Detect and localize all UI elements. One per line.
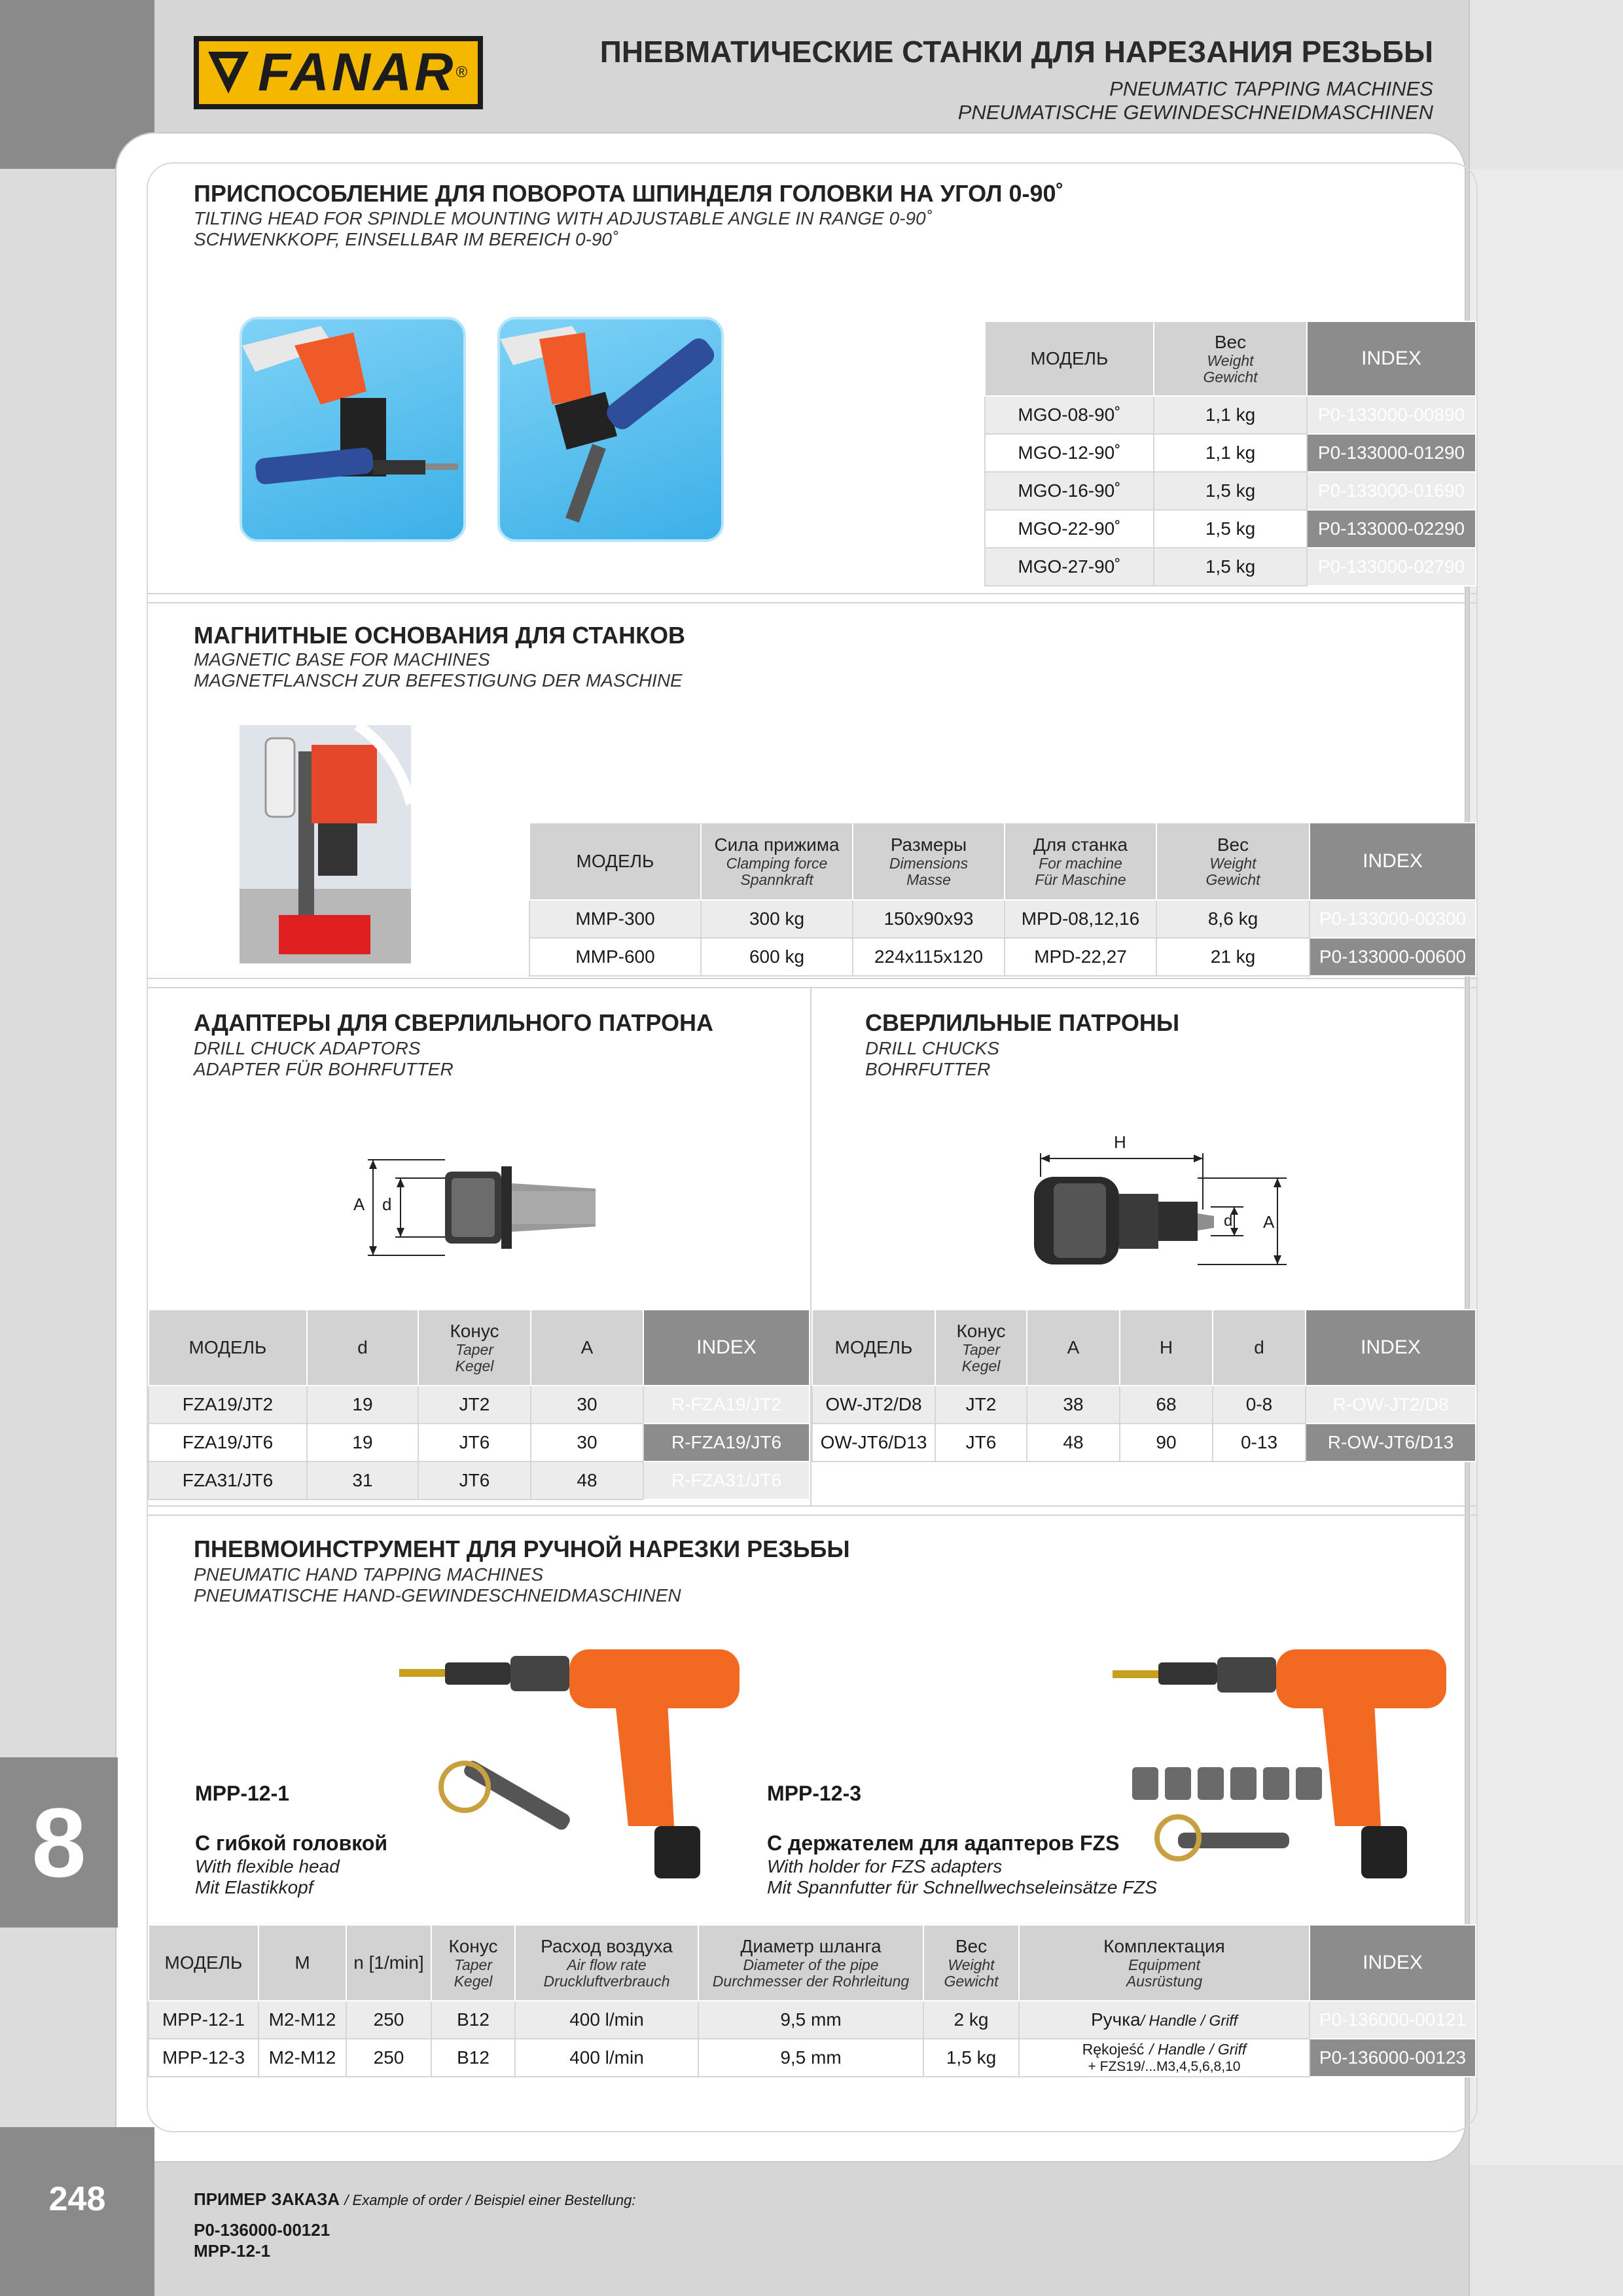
equip-ru: Комплектация xyxy=(1103,1936,1225,1956)
adaptors-title-ru: АДАПТЕРЫ ДЛЯ СВЕРЛИЛЬНОГО ПАТРОНА xyxy=(194,1009,713,1036)
taper-de: Kegel xyxy=(455,1357,494,1374)
section-tab: 8 xyxy=(0,1757,118,1928)
weight-de: Gewicht xyxy=(1203,368,1258,386)
hand-title-ru: ПНЕВМОИНСТРУМЕНТ ДЛЯ РУЧНОЙ НАРЕЗКИ РЕЗЬБЫ xyxy=(194,1535,850,1562)
col-taper xyxy=(418,1310,531,1386)
cell-equipment xyxy=(1019,2001,1310,2039)
order-title: ПРИМЕР ЗАКАЗА xyxy=(194,2189,340,2209)
table-row xyxy=(149,2001,1476,2039)
weight-ru: Вес xyxy=(1214,332,1247,352)
chucks-title-de: BOHRFUTTER xyxy=(865,1059,991,1079)
dim-h-label: H xyxy=(1114,1132,1126,1152)
cell-d: 19 xyxy=(307,1424,418,1462)
cell-d: 0-8 xyxy=(1213,1386,1306,1424)
taper-de: Kegel xyxy=(454,1973,493,1990)
divider xyxy=(148,978,1476,979)
col-machine xyxy=(1005,823,1156,900)
weight-en: Weight xyxy=(1207,352,1254,369)
dims-en: Dimensions xyxy=(889,855,969,872)
cell-h: 90 xyxy=(1120,1424,1213,1462)
prod2-code: MPP-12-3 xyxy=(767,1782,862,1805)
table-row xyxy=(985,434,1476,472)
col-index: INDEX xyxy=(1310,1925,1476,2001)
force-ru: Сила прижима xyxy=(714,834,840,855)
table-row xyxy=(985,548,1476,586)
brand-name: FANAR xyxy=(258,43,456,102)
cell-machine: MPD-08,12,16 xyxy=(1005,900,1156,938)
col-weight xyxy=(923,1925,1019,2001)
col-m: M xyxy=(259,1925,346,2001)
divider xyxy=(148,987,1476,988)
force-de: Spannkraft xyxy=(740,871,813,888)
cell-model: MGO-12-90˚ xyxy=(985,434,1154,472)
cell-m: M2-M12 xyxy=(259,2039,346,2077)
table-row xyxy=(985,396,1476,434)
prod2-en: With holder for FZS adapters xyxy=(767,1856,1003,1876)
cell-weight: 1,5 kg xyxy=(1154,548,1307,586)
magnetic-title-de: MAGNETFLANSCH ZUR BEFESTIGUNG DER MASCHINE xyxy=(194,670,683,691)
cell-index: P0-133000-00300 xyxy=(1310,900,1476,938)
cell-model: MGO-16-90˚ xyxy=(985,472,1154,510)
equip-de: Ausrüstung xyxy=(1126,1973,1203,1990)
adaptors-table xyxy=(148,1309,810,1500)
cell-model: MGO-08-90˚ xyxy=(985,396,1154,434)
order-line-1: P0-136000-00121 xyxy=(194,2220,330,2240)
dims-de: Masse xyxy=(906,871,951,888)
col-index: INDEX xyxy=(643,1310,810,1386)
table-row xyxy=(149,2039,1476,2077)
col-d: d xyxy=(1213,1310,1306,1386)
col-model: МОДЕЛЬ xyxy=(149,1925,259,2001)
taper-ru: Конус xyxy=(448,1936,498,1956)
cell-machine: MPD-22,27 xyxy=(1005,938,1156,976)
page-number: 248 xyxy=(48,2180,106,2218)
table-row xyxy=(529,900,1476,938)
cell-a: 38 xyxy=(1027,1386,1120,1424)
table-row xyxy=(985,472,1476,510)
chuck-drawing xyxy=(1027,1131,1302,1275)
v-logo-icon xyxy=(199,41,258,104)
tilting-photo-2 xyxy=(497,317,724,542)
dim-a-label: A xyxy=(353,1194,365,1214)
cell-model: FZA19/JT6 xyxy=(149,1424,307,1462)
cell-d: 0-13 xyxy=(1213,1424,1306,1462)
chucks-title-en: DRILL CHUCKS xyxy=(865,1038,999,1058)
cell-taper: B12 xyxy=(431,2039,515,2077)
cell-taper: JT2 xyxy=(418,1386,531,1424)
table-row xyxy=(149,1424,810,1462)
adaptors-title-de: ADAPTER FÜR BOHRFUTTER xyxy=(194,1059,454,1079)
cell-a: 48 xyxy=(1027,1424,1120,1462)
col-model: МОДЕЛЬ xyxy=(812,1310,935,1386)
adaptor-drawing xyxy=(353,1152,615,1263)
table-row xyxy=(985,510,1476,548)
cell-dims: 224x115x120 xyxy=(853,938,1005,976)
order-example xyxy=(194,2189,635,2210)
magnetic-title-ru: МАГНИТНЫЕ ОСНОВАНИЯ ДЛЯ СТАНКОВ xyxy=(194,622,686,649)
machine-de: Für Maschine xyxy=(1035,871,1126,888)
air-en: Air flow rate xyxy=(567,1956,647,1973)
divider xyxy=(148,1505,1476,1507)
header-title-en: PNEUMATIC TAPPING MACHINES xyxy=(1109,77,1433,100)
pipe-de: Durchmesser der Rohrleitung xyxy=(712,1973,910,1990)
tilting-title-en: TILTING HEAD FOR SPINDLE MOUNTING WITH ADJUSTABLE ANGLE IN RANGE 0-90˚ xyxy=(194,208,932,228)
divider xyxy=(148,1515,1476,1516)
hand-title-en: PNEUMATIC HAND TAPPING MACHINES xyxy=(194,1564,544,1585)
cell-model: MPP-12-1 xyxy=(149,2001,259,2039)
cell-force: 300 kg xyxy=(701,900,853,938)
col-force xyxy=(701,823,853,900)
cell-model: OW-JT2/D8 xyxy=(812,1386,935,1424)
cell-index: R-FZA31/JT6 xyxy=(643,1462,810,1499)
col-model: МОДЕЛЬ xyxy=(529,823,701,900)
pipe-en: Diameter of the pipe xyxy=(743,1956,879,1973)
taper-ru: Конус xyxy=(956,1321,1006,1341)
right-band-inner xyxy=(1470,169,1623,2165)
cell-taper: JT2 xyxy=(935,1386,1027,1424)
col-n: n [1/min] xyxy=(346,1925,431,2001)
weight-en: Weight xyxy=(1209,855,1257,872)
weight-ru: Вес xyxy=(1217,834,1249,855)
chucks-table xyxy=(812,1309,1476,1462)
prod1-en: With flexible head xyxy=(195,1856,340,1876)
header-title-de: PNEUMATISCHE GEWINDESCHNEIDMASCHINEN xyxy=(957,101,1433,124)
prod1-ru: С гибкой головкой xyxy=(195,1831,388,1855)
cell-a: 30 xyxy=(531,1386,643,1424)
cell-index: P0-133000-02790 xyxy=(1307,548,1476,586)
prod1-de: Mit Elastikkopf xyxy=(195,1877,313,1897)
hand-table xyxy=(148,1924,1476,2077)
col-index: INDEX xyxy=(1310,823,1476,900)
col-model: МОДЕЛЬ xyxy=(985,321,1154,396)
col-a: A xyxy=(1027,1310,1120,1386)
divider xyxy=(148,593,1476,594)
cell-index: P0-133000-01290 xyxy=(1307,434,1476,472)
machine-en: For machine xyxy=(1039,855,1122,872)
col-air xyxy=(515,1925,698,2001)
col-index: INDEX xyxy=(1306,1310,1476,1386)
registered-icon: ® xyxy=(455,63,468,81)
col-taper xyxy=(935,1310,1027,1386)
taper-en: Taper xyxy=(455,1341,493,1358)
divider xyxy=(148,602,1476,603)
pipe-ru: Диаметр шланга xyxy=(740,1936,882,1956)
weight-de: Gewicht xyxy=(1205,871,1260,888)
dim-a-label: A xyxy=(1263,1212,1275,1232)
cell-index: P0-133000-01690 xyxy=(1307,472,1476,510)
col-model: МОДЕЛЬ xyxy=(149,1310,307,1386)
col-weight xyxy=(1154,321,1307,396)
air-de: Druckluftverbrauch xyxy=(543,1973,670,1990)
col-pipe xyxy=(698,1925,923,2001)
col-equipment xyxy=(1019,1925,1310,2001)
magnetic-base-photo xyxy=(240,725,411,963)
cell-weight: 21 kg xyxy=(1156,938,1310,976)
mpp-12-1-photo xyxy=(393,1630,753,1885)
cell-weight: 1,1 kg xyxy=(1154,434,1307,472)
weight-ru: Вес xyxy=(955,1936,988,1956)
cell-d: 19 xyxy=(307,1386,418,1424)
taper-en: Taper xyxy=(454,1956,492,1973)
cell-force: 600 kg xyxy=(701,938,853,976)
equip-rest-value: / Handle / Griff xyxy=(1140,2012,1238,2029)
tilting-title-de: SCHWENKKOPF, EINSELLBAR IM BEREICH 0-90˚ xyxy=(194,229,618,249)
chucks-title-ru: СВЕРЛИЛЬНЫЕ ПАТРОНЫ xyxy=(865,1009,1180,1036)
cell-index: P0-136000-00121 xyxy=(1310,2001,1476,2039)
hand-title-de: PNEUMATISCHE HAND-GEWINDESCHNEIDMASCHINEN xyxy=(194,1585,681,1605)
cell-index: P0-136000-00123 xyxy=(1310,2039,1476,2077)
cell-index: R-FZA19/JT2 xyxy=(643,1386,810,1424)
cell-weight: 1,5 kg xyxy=(1154,472,1307,510)
equip-line2-value: + FZS19/...M3,4,5,6,8,10 xyxy=(1088,2059,1241,2074)
cell-air: 400 l/min xyxy=(515,2039,698,2077)
cell-index: P0-133000-00600 xyxy=(1310,938,1476,976)
table-row xyxy=(812,1386,1476,1424)
table-row xyxy=(149,1462,810,1499)
cell-weight: 2 kg xyxy=(923,2001,1019,2039)
prod1-code: MPP-12-1 xyxy=(195,1782,290,1805)
dims-ru: Размеры xyxy=(890,834,967,855)
cell-model: OW-JT6/D13 xyxy=(812,1424,935,1462)
weight-de: Gewicht xyxy=(944,1973,999,1990)
cell-h: 68 xyxy=(1120,1386,1213,1424)
order-subtitle: / Example of order / Beispiel einer Bestellung: xyxy=(344,2192,636,2208)
cell-d: 31 xyxy=(307,1462,418,1499)
equip-en: Equipment xyxy=(1128,1956,1200,1973)
equip-ru-value: Rękojeść xyxy=(1082,2041,1145,2058)
cell-index: P0-133000-00890 xyxy=(1307,396,1476,434)
magnetic-title-en: MAGNETIC BASE FOR MACHINES xyxy=(194,649,490,670)
prod2-de: Mit Spannfutter für Schnellwechseleinsätze FZS xyxy=(767,1877,1158,1897)
tilting-table xyxy=(984,321,1476,586)
air-ru: Расход воздуха xyxy=(541,1936,673,1956)
cell-dims: 150x90x93 xyxy=(853,900,1005,938)
table-row xyxy=(812,1424,1476,1462)
equip-ru-value: Ручка xyxy=(1091,2009,1141,2030)
cell-n: 250 xyxy=(346,2039,431,2077)
col-taper xyxy=(431,1925,515,2001)
col-weight xyxy=(1156,823,1310,900)
cell-weight: 1,5 kg xyxy=(1154,510,1307,548)
fanar-logo xyxy=(194,36,483,109)
cell-model: MGO-27-90˚ xyxy=(985,548,1154,586)
cell-index: P0-133000-02290 xyxy=(1307,510,1476,548)
magnetic-table xyxy=(529,822,1476,977)
cell-weight: 1,1 kg xyxy=(1154,396,1307,434)
cell-a: 30 xyxy=(531,1424,643,1462)
machine-ru: Для станка xyxy=(1033,834,1128,855)
prod2-ru: С держателем для адаптеров FZS xyxy=(767,1831,1120,1855)
cell-pipe: 9,5 mm xyxy=(698,2001,923,2039)
cell-model: FZA19/JT2 xyxy=(149,1386,307,1424)
adaptors-title-en: DRILL CHUCK ADAPTORS xyxy=(194,1038,421,1058)
tilting-title-ru: ПРИСПОСОБЛЕНИЕ ДЛЯ ПОВОРОТА ШПИНДЕЛЯ ГОЛОВКИ НА УГОЛ 0-90˚ xyxy=(194,180,1064,207)
taper-en: Taper xyxy=(962,1341,1000,1358)
force-en: Clamping force xyxy=(726,855,828,872)
cell-a: 48 xyxy=(531,1462,643,1499)
col-d: d xyxy=(307,1310,418,1386)
cell-model: MGO-22-90˚ xyxy=(985,510,1154,548)
dim-d-label: d xyxy=(1224,1212,1233,1230)
cell-air: 400 l/min xyxy=(515,2001,698,2039)
cell-taper: JT6 xyxy=(418,1462,531,1499)
cell-weight: 1,5 kg xyxy=(923,2039,1019,2077)
col-index: INDEX xyxy=(1307,321,1476,396)
weight-en: Weight xyxy=(948,1956,995,1973)
col-a: A xyxy=(531,1310,643,1386)
cell-index: R-OW-JT6/D13 xyxy=(1306,1424,1476,1462)
dim-d-label: d xyxy=(382,1194,392,1214)
cell-weight: 8,6 kg xyxy=(1156,900,1310,938)
cell-model: MMP-600 xyxy=(529,938,701,976)
header-title-ru: ПНЕВМАТИЧЕСКИЕ СТАНКИ ДЛЯ НАРЕЗАНИЯ РЕЗЬБЫ xyxy=(599,35,1433,69)
mpp-12-3-photo xyxy=(1106,1630,1459,1885)
cell-taper: JT6 xyxy=(418,1424,531,1462)
cell-model: MPP-12-3 xyxy=(149,2039,259,2077)
cell-pipe: 9,5 mm xyxy=(698,2039,923,2077)
cell-index: R-OW-JT2/D8 xyxy=(1306,1386,1476,1424)
cell-model: FZA31/JT6 xyxy=(149,1462,307,1499)
table-row xyxy=(149,1386,810,1424)
taper-de: Kegel xyxy=(961,1357,1001,1374)
cell-equipment xyxy=(1019,2039,1310,2077)
tilting-photo-1 xyxy=(240,317,466,542)
order-line-2: MPP-12-1 xyxy=(194,2241,271,2261)
equip-rest-value: / Handle / Griff xyxy=(1149,2041,1247,2058)
cell-index: R-FZA19/JT6 xyxy=(643,1424,810,1462)
cell-taper: B12 xyxy=(431,2001,515,2039)
table-row xyxy=(529,938,1476,976)
col-dims xyxy=(853,823,1005,900)
cell-taper: JT6 xyxy=(935,1424,1027,1462)
taper-ru: Конус xyxy=(450,1321,499,1341)
cell-n: 250 xyxy=(346,2001,431,2039)
cell-m: M2-M12 xyxy=(259,2001,346,2039)
cell-model: MMP-300 xyxy=(529,900,701,938)
col-h: H xyxy=(1120,1310,1213,1386)
